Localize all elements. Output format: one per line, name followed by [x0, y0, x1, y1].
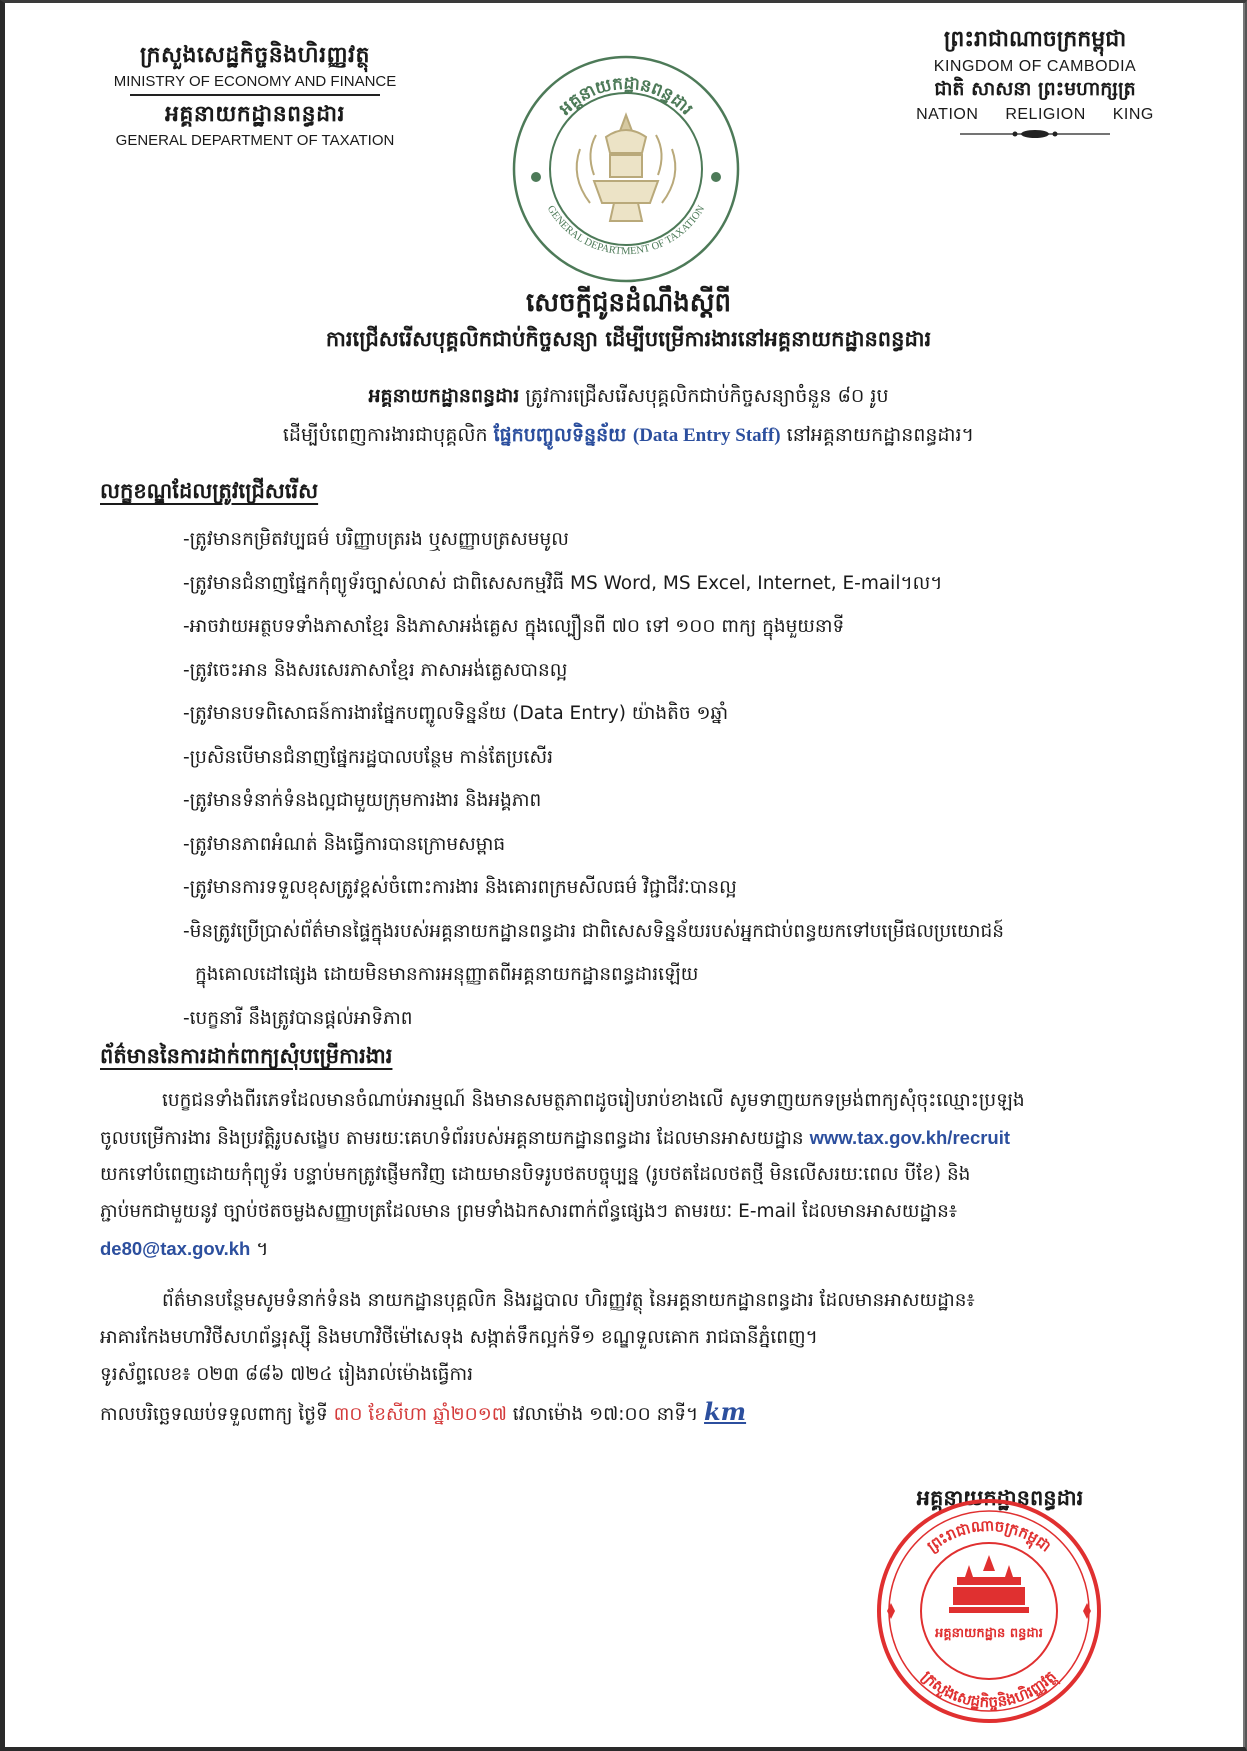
requirements-list	[183, 525, 1193, 1047]
deadline-date: ៣០ ខែសីហា ឆ្នាំ២០១៧	[333, 1404, 507, 1425]
department-name-kh: អគ្គនាយកដ្ឋានពន្ធដារ	[164, 102, 346, 127]
stamp-center-text: អគ្គនាយកដ្ឋាន ពន្ធដារ	[935, 1626, 1043, 1641]
application-paragraph	[100, 1086, 1180, 1271]
email-link[interactable]: de80@tax.gov.kh	[100, 1238, 251, 1259]
deadline-line	[100, 1397, 1180, 1434]
requirements-heading: លក្ខខណ្ឌដែលត្រូវជ្រើសរើស	[100, 479, 319, 503]
kingdom-header	[875, 25, 1195, 139]
ministry-name-en: MINISTRY OF ECONOMY AND FINANCE	[113, 73, 397, 90]
paragraph-text: ។	[250, 1239, 269, 1260]
paragraph-line: ព័ត៌មានបន្ថែមសូមទំនាក់ទំនង នាយកដ្ឋានបុគ្គលិក និងរដ្ឋបាល ហិរញ្ញវត្ថុ នៃអគ្គនាយកដ្ឋានពន្ធដារ ដែលមានអាសយដ្ឋាន៖	[162, 1290, 975, 1311]
deadline-time: វេលាម៉ោង ១៧:០០ នាទី។	[506, 1404, 705, 1425]
seal-top-text: អគ្គនាយកដ្ឋានពន្ធដារ	[555, 73, 697, 120]
stamp-bottom-text: ក្រសួងសេដ្ឋកិច្ចនិងហិរញ្ញវត្ថុ	[918, 1667, 1060, 1712]
intro-purpose: ដើម្បីបំពេញការងារជាបុគ្គលិក	[282, 424, 494, 446]
paragraph-line	[100, 1234, 1180, 1271]
paragraph-line	[100, 1123, 1180, 1160]
position-name-en: (Data Entry Staff)	[632, 425, 781, 446]
motto-kh: ជាតិ សាសនា ព្រះមហាក្សត្រ	[934, 78, 1136, 100]
scan-edge	[1243, 3, 1245, 1751]
paragraph-line: ភ្ជាប់មកជាមួយនូវ ច្បាប់ថតចម្លងសញ្ញាបត្រដែលមាន ព្រមទាំងឯកសារពាក់ព័ន្ធផ្សេងៗ តាមរយៈ E-mail ដែលមានអាសយដ្ឋាន៖	[100, 1201, 957, 1222]
intro-department: អគ្គនាយកដ្ឋានពន្ធដារ	[368, 385, 520, 407]
paragraph-text: ចូលបម្រើការងារ និងប្រវត្តិរូបសង្ខេប តាមរយៈគេហទំព័ររបស់អគ្គនាយកដ្ឋានពន្ធដារ ដែលមានអាសយដ្ឋាន	[100, 1128, 810, 1149]
department-name-en: GENERAL DEPARTMENT OF TAXATION	[115, 132, 395, 149]
intro-line-1	[5, 384, 1247, 412]
list-item: -ត្រូវមានទំនាក់ទំនងល្អជាមួយក្រុមការងារ និងអង្គភាព	[183, 790, 542, 811]
notice-subtitle: ការជ្រើសរើសបុគ្គលិកជាប់កិច្ចសន្យា ដើម្បីបម្រើការងារនៅអគ្គនាយកដ្ឋានពន្ធដារ	[325, 327, 932, 351]
signature-title: អគ្គនាយកដ្ឋានពន្ធដារ	[916, 1486, 1084, 1510]
position-name-kh: ផ្នែកបញ្ចូលទិន្នន័យ	[493, 424, 633, 446]
recruit-url-link[interactable]: www.tax.gov.kh/recruit	[809, 1127, 1011, 1148]
seal-emblem-icon	[577, 115, 676, 221]
paragraph-line: យកទៅបំពេញដោយកុំព្យូទ័រ បន្ទាប់មកត្រូវផ្ញើមកវិញ ដោយមានបិទរូបថតបច្ចុប្បន្ន (រូបថតដែលថតថ្មី មិនលើសរយៈពេល បីខែ) និង	[100, 1164, 971, 1185]
phone-line: ទូរស័ព្ទលេខ៖ ០២៣ ៨៨៦ ៧២៤ រៀងរាល់ម៉ោងធ្វើការ	[100, 1364, 474, 1385]
motto-en: NATION RELIGION KING	[916, 106, 1154, 123]
ministry-header	[85, 41, 425, 150]
list-item: -ប្រសិនបើមានជំនាញផ្នែករដ្ឋបាលបន្ថែម កាន់តែប្រសើរ	[183, 746, 553, 768]
deadline-label: កាលបរិច្ឆេទឈប់ទទួលពាក្យ ថ្ងៃទី	[100, 1404, 334, 1425]
notice-title: សេចក្តីជូនដំណឹងស្តីពី	[525, 288, 732, 318]
intro-line-2	[5, 423, 1247, 451]
kingdom-name-en: KINGDOM OF CAMBODIA	[933, 58, 1137, 75]
intro-location: នៅអគ្គនាយកដ្ឋានពន្ធដារ។	[780, 424, 975, 446]
list-item: -មិនត្រូវប្រើប្រាស់ព័ត៌មានផ្ទៃក្នុងរបស់អគ្គនាយកដ្ឋានពន្ធដារ ជាពិសេសទិន្នន័យរបស់អ្នកជាប់ពន្ធយកទៅបម្រើផលប្រយោជន៍	[183, 920, 1005, 942]
list-item: -អាចវាយអត្ថបទទាំងភាសាខ្មែរ និងភាសាអង់គ្លេស ក្នុងល្បឿនពី ៧០ ទៅ ១០០ ពាក្យ ក្នុងមួយនាទី	[183, 616, 845, 637]
divider-ornament-icon	[960, 129, 1110, 139]
list-item: -ត្រូវមានកម្រិតវប្បធម៌ បរិញ្ញាបត្ររង ឬសញ្ញាបត្រសមមូល	[183, 529, 569, 550]
tax-department-seal	[510, 53, 742, 285]
ministry-name-kh: ក្រសួងសេដ្ឋកិច្ចនិងហិរញ្ញវត្ថុ	[139, 43, 370, 68]
intro-recruit-count: ត្រូវការជ្រើសរើសបុគ្គលិកជាប់កិច្ចសន្យាចំនួន ៨០ រូប	[519, 385, 889, 407]
list-item: -ត្រូវមានបទពិសោធន៍ការងារផ្នែកបញ្ចូលទិន្នន័យ (Data Entry) យ៉ាងតិច ១ឆ្នាំ	[183, 703, 729, 724]
paragraph-line: អាគារកែងមហាវិថីសហព័ន្ធរុស្ស៊ី និងមហាវិថីម៉ៅសេទុង សង្កាត់ទឹកល្អក់ទី១ ខណ្ឌទួលគោក រាជធានីភ្នំពេញ។	[100, 1327, 818, 1348]
application-heading: ព័ត៌មាននៃការដាក់ពាក្យសុំបម្រើការងារ	[100, 1044, 393, 1068]
contact-paragraph	[100, 1286, 1180, 1434]
kingdom-name-kh: ព្រះរាជាណាចក្រកម្ពុជា	[943, 27, 1127, 52]
header-rule	[130, 94, 380, 96]
list-item: -ត្រូវមានភាពអំណត់ និងធ្វើការបានក្រោមសម្ពាធ	[183, 833, 506, 855]
list-item: -ត្រូវមានជំនាញផ្នែកកុំព្យូទ័រច្បាស់លាស់ ជាពិសេសកម្មវិធី MS Word, MS Excel, Internet, E-mail។ល។	[183, 572, 943, 594]
angkor-temple-icon	[949, 1555, 1029, 1613]
seal-bottom-text: GENERAL DEPARTMENT OF TAXATION	[544, 203, 708, 258]
list-item-continuation: ក្នុងគោលដៅផ្សេង ដោយមិនមានការអនុញ្ញាតពីអគ្គនាយកដ្ឋានពន្ធដារឡើយ	[195, 964, 699, 985]
list-item: -ត្រូវចេះអាន និងសរសេរភាសាខ្មែរ ភាសាអង់គ្លេសបានល្អ	[183, 659, 568, 681]
official-stamp	[873, 1495, 1105, 1727]
paragraph-line: បេក្ខជនទាំងពីរភេទដែលមានចំណាប់អារម្មណ៍ និងមានសមត្ថភាពដូចរៀបរាប់ខាងលើ សូមទាញយកទម្រង់ពាក្យសុំចុះឈ្មោះប្រឡង	[162, 1090, 1025, 1111]
stamp-ring-text: ព្រះរាជាណាចក្រកម្ពុជា	[923, 1516, 1055, 1556]
initials-signature: km	[704, 1397, 747, 1426]
list-item: -បេក្ខនារី នឹងត្រូវបានផ្តល់អាទិភាព	[183, 1007, 413, 1029]
list-item: -ត្រូវមានការទទួលខុសត្រូវខ្ពស់ចំពោះការងារ និងគោរពក្រមសីលធម៌ វិជ្ជាជីវៈបានល្អ	[183, 877, 737, 898]
